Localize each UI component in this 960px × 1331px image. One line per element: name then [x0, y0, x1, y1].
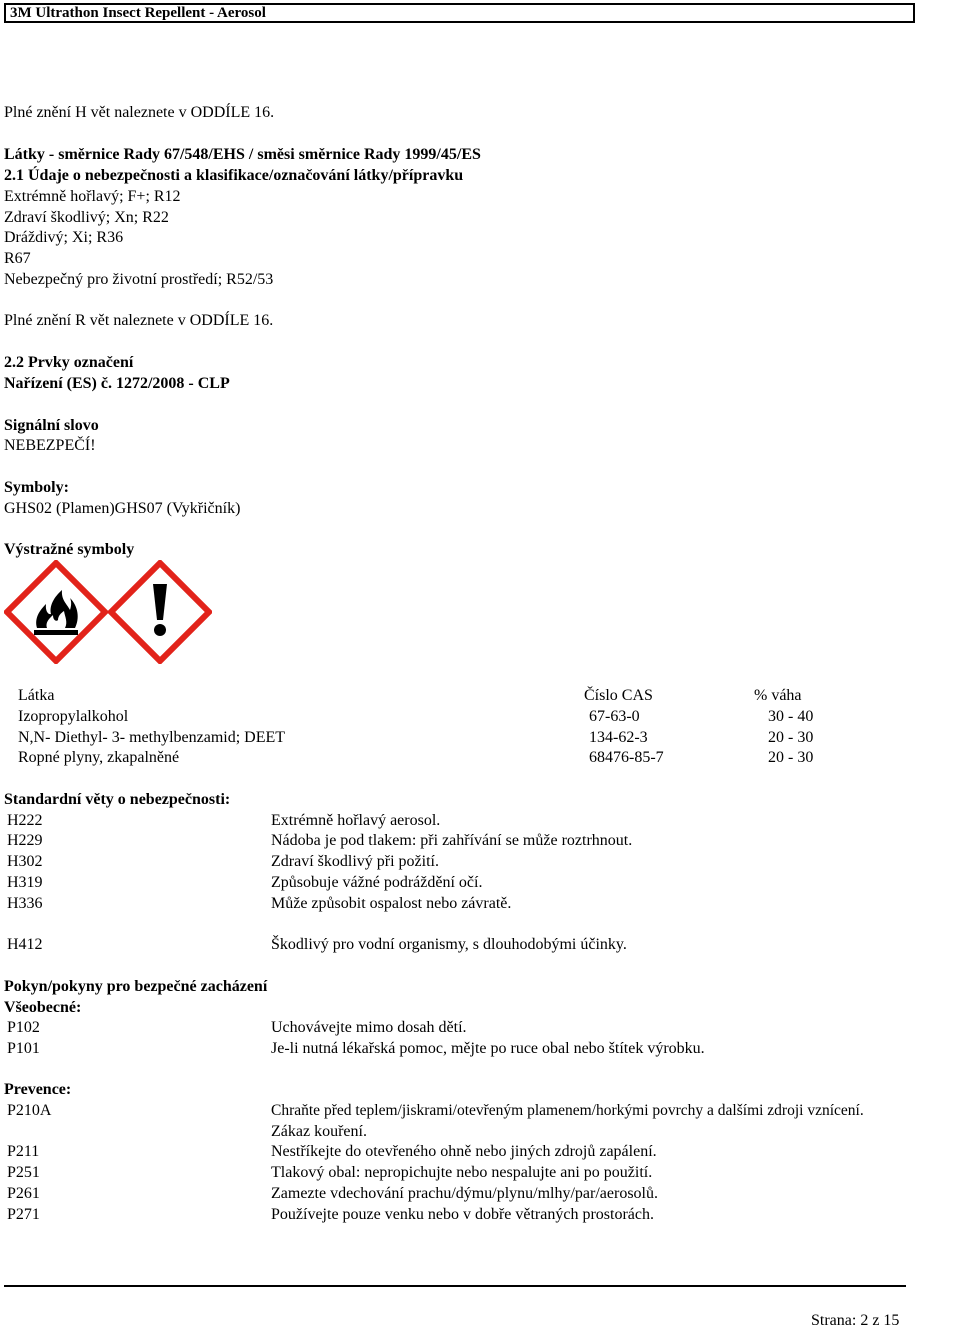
precaution-text: Používejte pouze venku nebo v dobře větraných prostorách. [271, 1206, 654, 1223]
table-header-cas: Číslo CAS [584, 687, 653, 704]
document-title: 3M Ultrathon Insect Repellent - Aerosol [10, 5, 266, 21]
hazard-text: Nádoba je pod tlakem: při zahřívání se může roztrhnout. [271, 832, 633, 849]
section-2-2-heading: 2.2 Prvky označení [4, 354, 134, 371]
precaution-text: Uchovávejte mimo dosah dětí. [271, 1019, 467, 1036]
flame-pictogram-icon [4, 560, 108, 664]
table-cell-substance: Ropné plyny, zkapalněné [18, 749, 180, 766]
classification-line: Nebezpečný pro životní prostředí; R52/53 [4, 271, 274, 288]
hazard-code: H412 [7, 936, 43, 953]
table-header-weight: % váha [754, 687, 802, 704]
table-cell-weight: 20 - 30 [768, 729, 814, 746]
classification-line: Extrémně hořlavý; F+; R12 [4, 188, 181, 205]
pictograms-label: Výstražné symboly [4, 541, 135, 558]
substances-heading: Látky - směrnice Rady 67/548/EHS / směsi směrnice Rady 1999/45/ES [4, 146, 481, 163]
table-cell-substance: N,N- Diethyl- 3- methylbenzamid; DEET [18, 729, 286, 746]
hazard-code: H229 [7, 832, 43, 849]
table-cell-substance: Izopropylalkohol [18, 708, 129, 725]
hazard-text: Extrémně hořlavý aerosol. [271, 812, 441, 829]
r-full-text-note: Plné znění R vět naleznete v ODDÍLE 16. [4, 312, 274, 329]
precaution-text: Chraňte před teplem/jiskrami/otevřeným plamenem/horkými povrchy a dalšími zdroji vznícení. [271, 1102, 864, 1119]
classification-line: R67 [4, 250, 31, 267]
symbols-text: GHS02 (Plamen)GHS07 (Vykřičník) [4, 500, 241, 517]
precaution-label: Pokyn/pokyny pro bezpečné zacházení [4, 978, 268, 995]
hazard-code: H336 [7, 895, 43, 912]
hazard-text: Zdraví škodlivý při požití. [271, 853, 439, 870]
prevention-label: Prevence: [4, 1081, 72, 1098]
table-cell-weight: 30 - 40 [768, 708, 814, 725]
hazard-text: Způsobuje vážné podráždění očí. [271, 874, 483, 891]
hazard-text: Škodlivý pro vodní organismy, s dlouhodobými účinky. [271, 936, 627, 953]
precaution-code: P101 [7, 1040, 40, 1057]
signal-word-label: Signální slovo [4, 417, 99, 434]
signal-word: NEBEZPEČÍ! [4, 437, 96, 454]
table-cell-weight: 20 - 30 [768, 749, 814, 766]
hazard-code: H319 [7, 874, 43, 891]
hazard-code: H222 [7, 812, 43, 829]
symbols-label: Symboly: [4, 479, 69, 496]
precaution-code: P261 [7, 1185, 40, 1202]
exclamation-pictogram-icon [108, 560, 212, 664]
precaution-text: Je-li nutná lékařská pomoc, mějte po ruce obal nebo štítek výrobku. [271, 1040, 705, 1057]
table-cell-cas: 134-62-3 [589, 729, 648, 746]
precaution-text: Tlakový obal: nepropichujte nebo nespalujte ani po použití. [271, 1164, 653, 1181]
precaution-text-continued: Zákaz kouření. [271, 1123, 367, 1140]
document-header [4, 3, 915, 23]
precaution-code: P102 [7, 1019, 40, 1036]
precaution-text: Zamezte vdechování prachu/dýmu/plynu/mlhy/par/aerosolů. [271, 1185, 658, 1202]
h-full-text-note: Plné znění H vět naleznete v ODDÍLE 16. [4, 104, 275, 121]
precaution-text: Nestříkejte do otevřeného ohně nebo jiných zdrojů zapálení. [271, 1143, 657, 1160]
table-cell-cas: 68476-85-7 [589, 749, 664, 766]
general-label: Všeobecné: [4, 999, 82, 1016]
hazard-code: H302 [7, 853, 43, 870]
hazard-text: Může způsobit ospalost nebo závratě. [271, 895, 512, 912]
table-header-substance: Látka [18, 687, 55, 704]
hazard-statements-label: Standardní věty o nebezpečnosti: [4, 791, 231, 808]
table-cell-cas: 67-63-0 [589, 708, 640, 725]
classification-line: Dráždivý; Xi; R36 [4, 229, 124, 246]
regulation-heading: Nařízení (ES) č. 1272/2008 - CLP [4, 375, 230, 392]
precaution-code: P210A [7, 1102, 52, 1119]
section-2-1-heading: 2.1 Údaje o nebezpečnosti a klasifikace/označování látky/přípravku [4, 167, 464, 184]
footer-divider [4, 1285, 906, 1287]
classification-line: Zdraví škodlivý; Xn; R22 [4, 209, 169, 226]
precaution-code: P211 [7, 1143, 40, 1160]
precaution-code: P251 [7, 1164, 40, 1181]
page-number: Strana: 2 z 15 [811, 1312, 900, 1329]
precaution-code: P271 [7, 1206, 40, 1223]
